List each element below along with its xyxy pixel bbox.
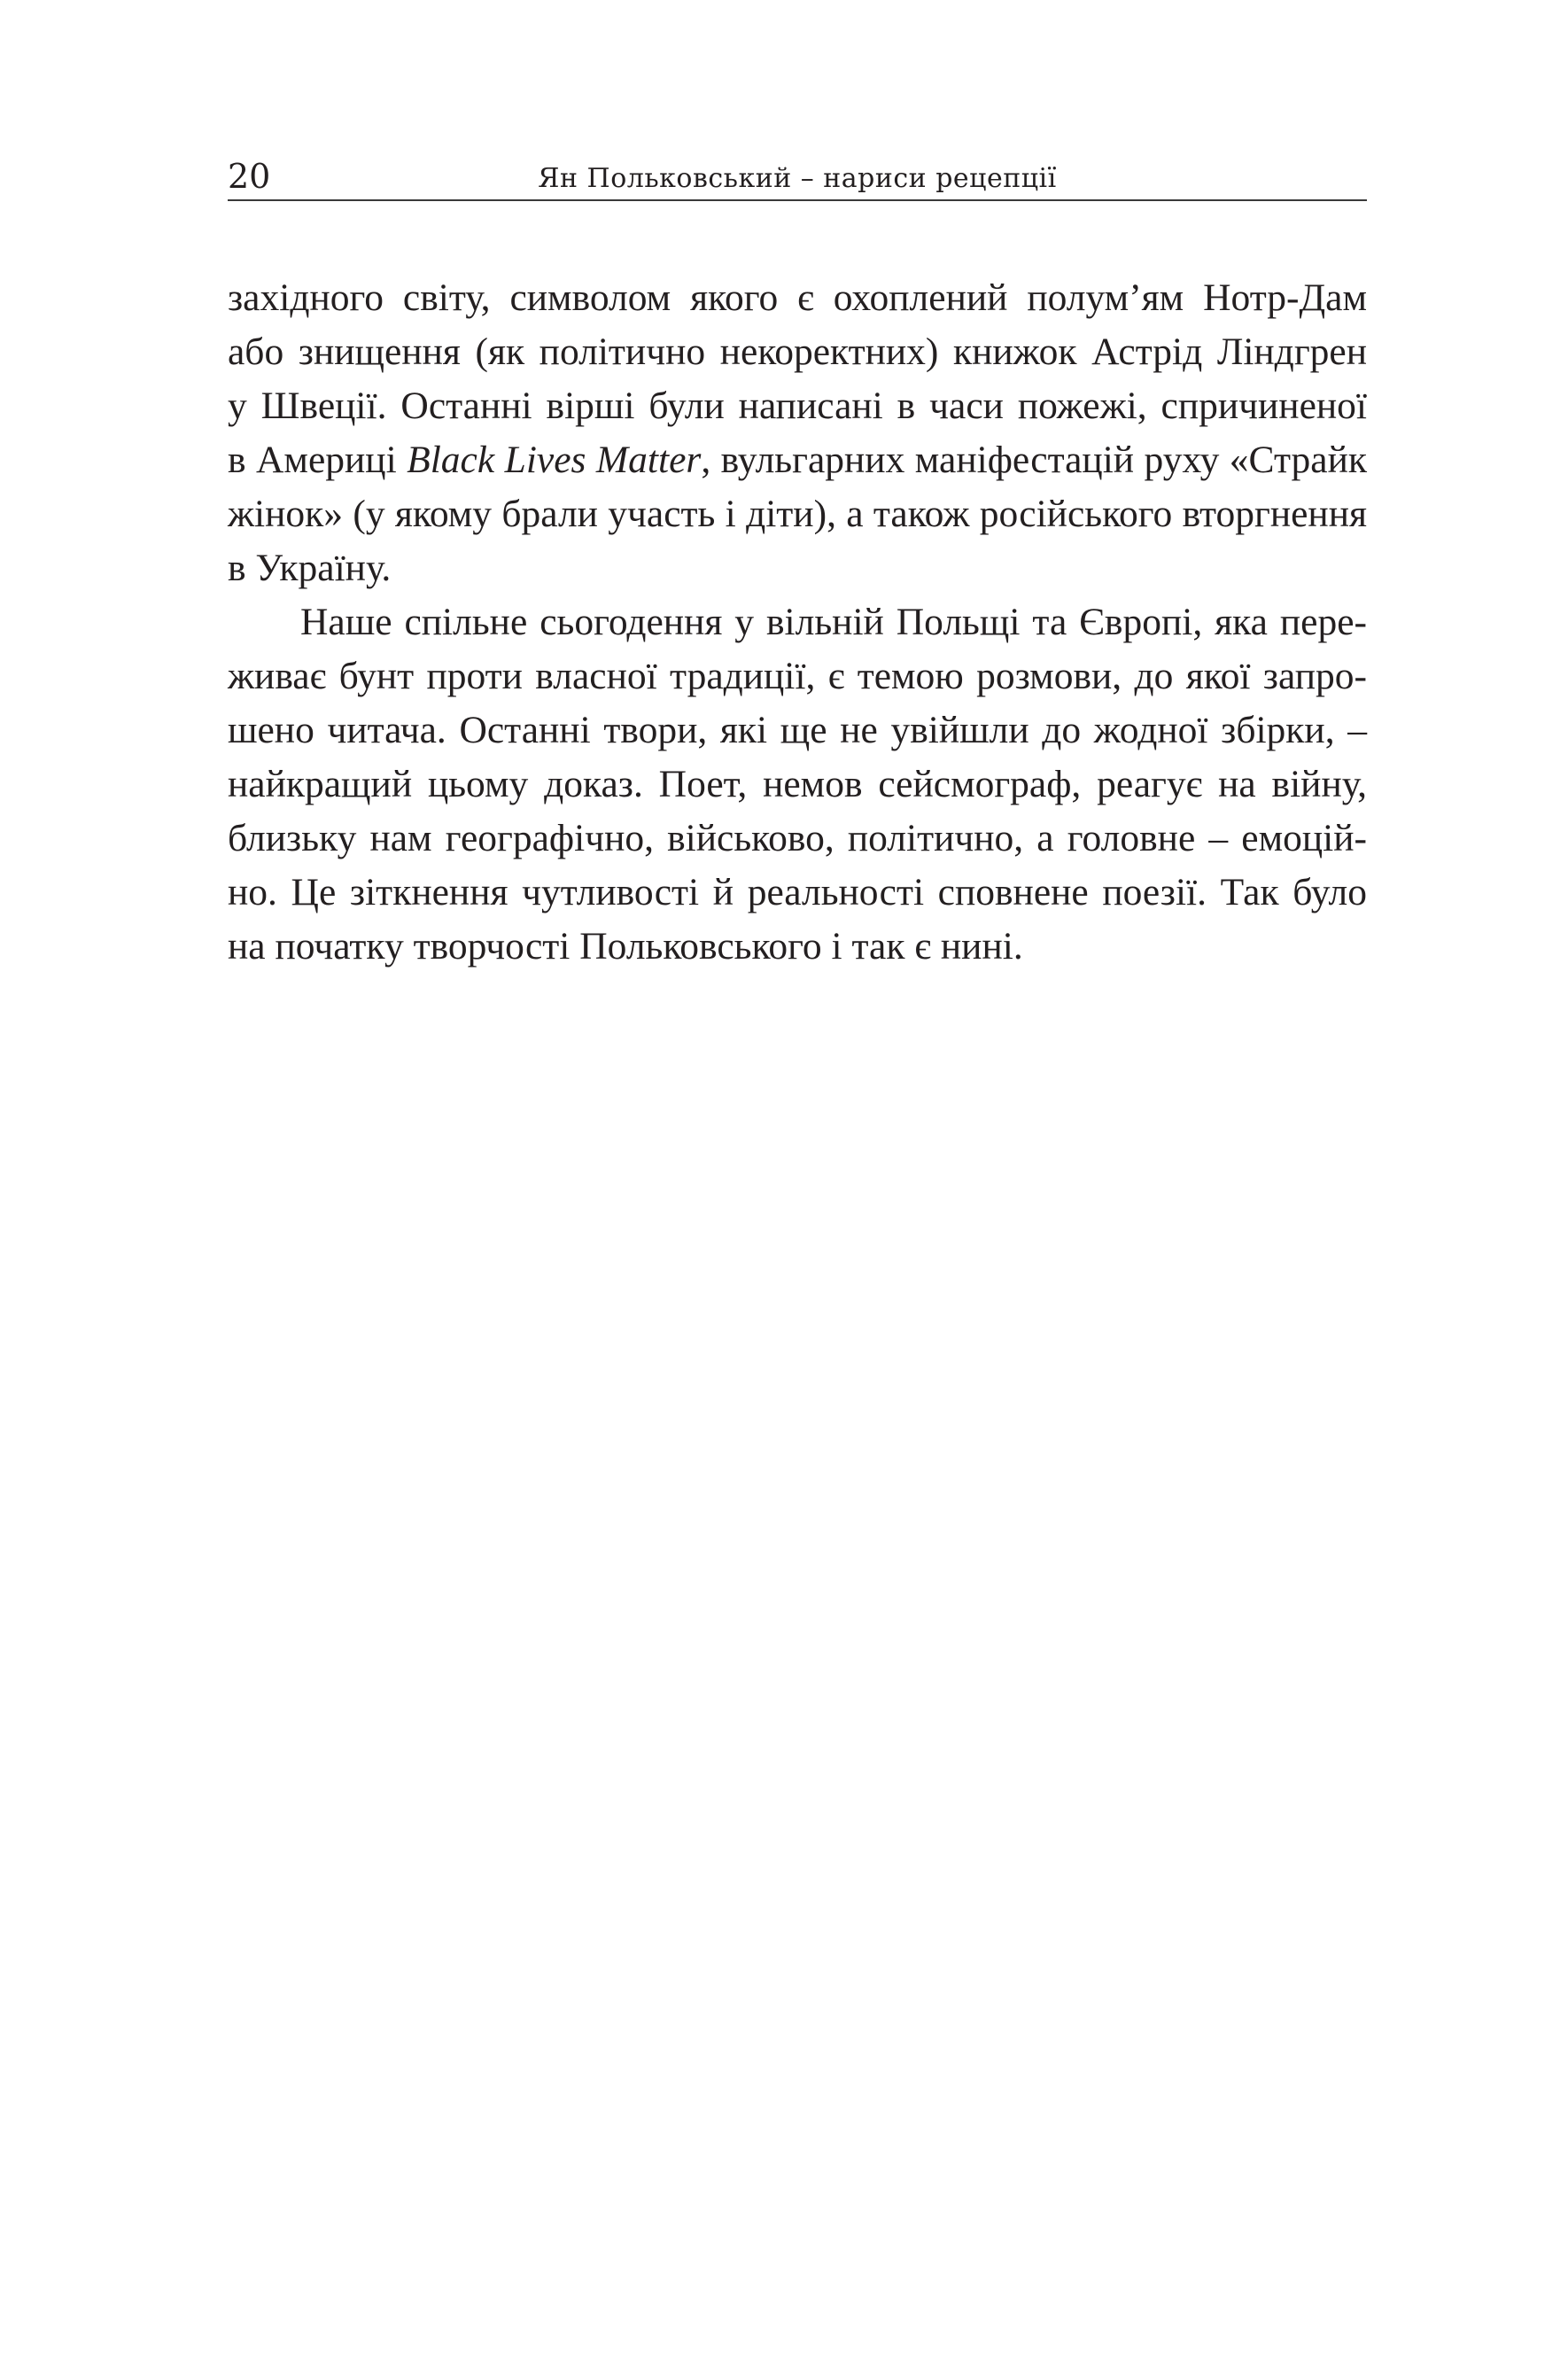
text-line: шено читача. Останні твори, які ще не увійшли до жодної збірки, – (228, 709, 1367, 751)
text-line: живає бунт проти власної традиції, є темою розмови, до якої запро- (228, 655, 1367, 697)
text-line: на початку творчості Польковського і так є нині. (228, 925, 1023, 968)
page-number: 20 (228, 157, 271, 196)
paragraph-2 (228, 595, 1367, 974)
text-line: західного світу, символом якого є охоплений полум’ям Нотр-Дам (228, 276, 1367, 319)
paragraph-1 (228, 271, 1367, 595)
text-segment: в Америці (228, 439, 408, 481)
text-line: у Швеції. Останні вірші були написані в часи пожежі, спричиненої (228, 385, 1367, 427)
text-line: жінок» (у якому брали участь і діти), а також російського вторгнення (228, 493, 1367, 535)
text-line: но. Це зіткнення чутливості й реальності сповнене поезії. Так було (228, 871, 1367, 913)
text-line: або знищення (як політично некоректних) книжок Астрід Ліндгрен (228, 330, 1367, 373)
body-text (228, 271, 1367, 974)
running-title: Ян Польковський – нариси рецепції (538, 163, 1057, 194)
text-line: в Україну. (228, 547, 392, 589)
italic-phrase: Black Lives Matter (407, 439, 702, 481)
text-line: Наше спільне сьогодення у вільній Польщі та Європі, яка пере- (300, 601, 1367, 643)
text-line: близьку нам географічно, військово, політично, а головне – емоцій- (228, 817, 1367, 859)
running-header (228, 151, 1367, 201)
text-line: найкращий цьому доказ. Поет, немов сейсмограф, реагує на війну, (228, 763, 1367, 805)
text-segment: , вульгарних маніфестацій руху «Страйк (701, 439, 1367, 481)
text-line (228, 433, 1367, 487)
